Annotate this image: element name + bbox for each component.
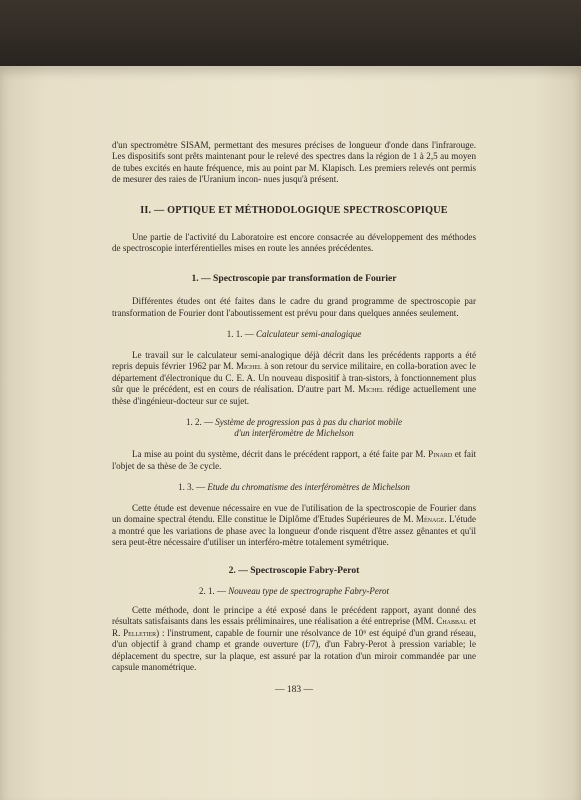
intro-line: d'un spectromètre SISAM, permettant des mesures précises de longueur d'onde dans	[112, 140, 429, 150]
paragraph-text: Le travail sur le calculateur semi-analogique déjà décrit dans les précédents rapports a été repris depuis février 1962 par M.	[112, 350, 476, 372]
section-heading-text: Calculateur semi-analogique	[256, 329, 362, 340]
person-name: Chabbal	[436, 616, 468, 627]
page-number: — 183 —	[275, 685, 313, 696]
person-name: Ménage	[415, 514, 445, 525]
section-1-1-title	[112, 329, 476, 340]
paragraph-text: ) : l'instrument, capable de fournir une résolvance de 10⁶ est équipé d'un grand réseau, d'un objectif à grand champ et grande ouverture (f/7), d'un Fabry-Perot à pression variable; le déplacement du spectre, sur la plaque, est assuré par la rotation d'un miroir commandée par une capsule manométrique.	[112, 627, 476, 672]
section-2-title: 2. — Spectroscopie Fabry-Perot	[228, 564, 360, 576]
section-number: 1. 3. —	[178, 481, 206, 492]
section-heading-text: Etude du chromatisme des interféromètres de Michelson	[207, 481, 410, 492]
section-1-paragraph: Différentes études ont été faites dans le cadre du grand programme de spectroscopie par transformation de Fourier dont l'aboutissement est prévu pour dans quelques années seulement.	[112, 296, 476, 318]
section-number: 2. 1. —	[198, 585, 226, 596]
section-ii-paragraph: Une partie de l'activité du Laboratoire est encore consacrée au développement des méthodes de spectroscopie interférentielles mises en route les années précédentes.	[112, 232, 476, 254]
paragraph-text: . L'étude a montré que les variations de phase avec la longueur d'onde risquent d'être assez gênantes et qu'il sera peut-être nécessaire d'utiliser un interféro-mètre totalement symétrique.	[112, 514, 476, 548]
paragraph-text: rédige actuellement une thèse d'ingénieur-docteur sur ce sujet.	[112, 384, 476, 406]
paragraph-text: La mise au point du système, décrit dans le précédent rapport, a été faite par M.	[132, 449, 429, 460]
intro-line: nues jusqu'à présent.	[263, 174, 339, 185]
section-heading-text: d'un interféromètre de Michelson	[234, 428, 354, 439]
intro-line: l'infrarouge. Les dispositifs sont prêts maintenant pour le relevé des spectres dans la	[112, 140, 476, 162]
section-2-1-paragraph	[112, 605, 476, 673]
person-name: Pelletier	[123, 627, 157, 638]
paragraph-text: et R.	[112, 616, 476, 638]
intro-paragraph	[112, 140, 476, 186]
section-1-1-paragraph	[112, 350, 476, 407]
section-1-2-title	[112, 417, 476, 439]
document-content	[112, 140, 476, 697]
person-name: Pinard	[428, 449, 453, 460]
paragraph-text: Cette méthode, dont le principe a été exposé dans le précédent rapport, ayant donné des résultats satisfaisants dans les essais préliminaires, une réalisation a été entreprise (MM.	[112, 604, 476, 627]
section-1-2-paragraph	[112, 449, 476, 472]
section-1-3-title	[112, 482, 476, 493]
section-1-3-paragraph	[112, 503, 476, 549]
section-number: 1. 2. —	[185, 417, 213, 428]
section-ii-title: II. — OPTIQUE ET MÉTHODOLOGIQUE SPECTROSCOPIQUE	[140, 204, 448, 216]
section-2-1-title	[112, 586, 476, 597]
paragraph-text: et fait l'objet de sa thèse de 3e cycle.	[112, 449, 476, 471]
section-heading-text: Système de progression pas à pas du chariot mobile	[215, 417, 403, 428]
person-name: Michel	[358, 384, 384, 395]
intro-line: région de 1 à 2,5 au moyen de tubes excités en haute fréquence, mis au point par	[112, 151, 476, 173]
section-number: 1. 1. —	[226, 329, 254, 340]
paragraph-text: Cette étude est devenue nécessaire en vue de l'utilisation de la spectroscopie de Fourier dans un domaine spectral étendu. Elle constitue le Diplôme d'Etudes Supérieures de M.	[112, 502, 476, 525]
section-1-title: 1. — Spectroscopie par transformation de Fourier	[191, 272, 397, 284]
scan-background	[0, 0, 581, 66]
person-name: Michel	[235, 361, 262, 372]
intro-line: M. Klapisch. Les premiers relevés ont permis de mesurer des raies de l'Uranium incon-	[112, 162, 477, 185]
section-heading-text: Nouveau type de spectrographe Fabry-Perot	[228, 585, 390, 596]
paragraph-text: à son retour du service militaire, en colla-boration avec le département d'électronique du C. E. A. Un nouveau dispositif à tran-sistors, à fonctionnement plus sûr que le précédent, est en cours de réalisation. D'autre part M.	[112, 361, 476, 395]
